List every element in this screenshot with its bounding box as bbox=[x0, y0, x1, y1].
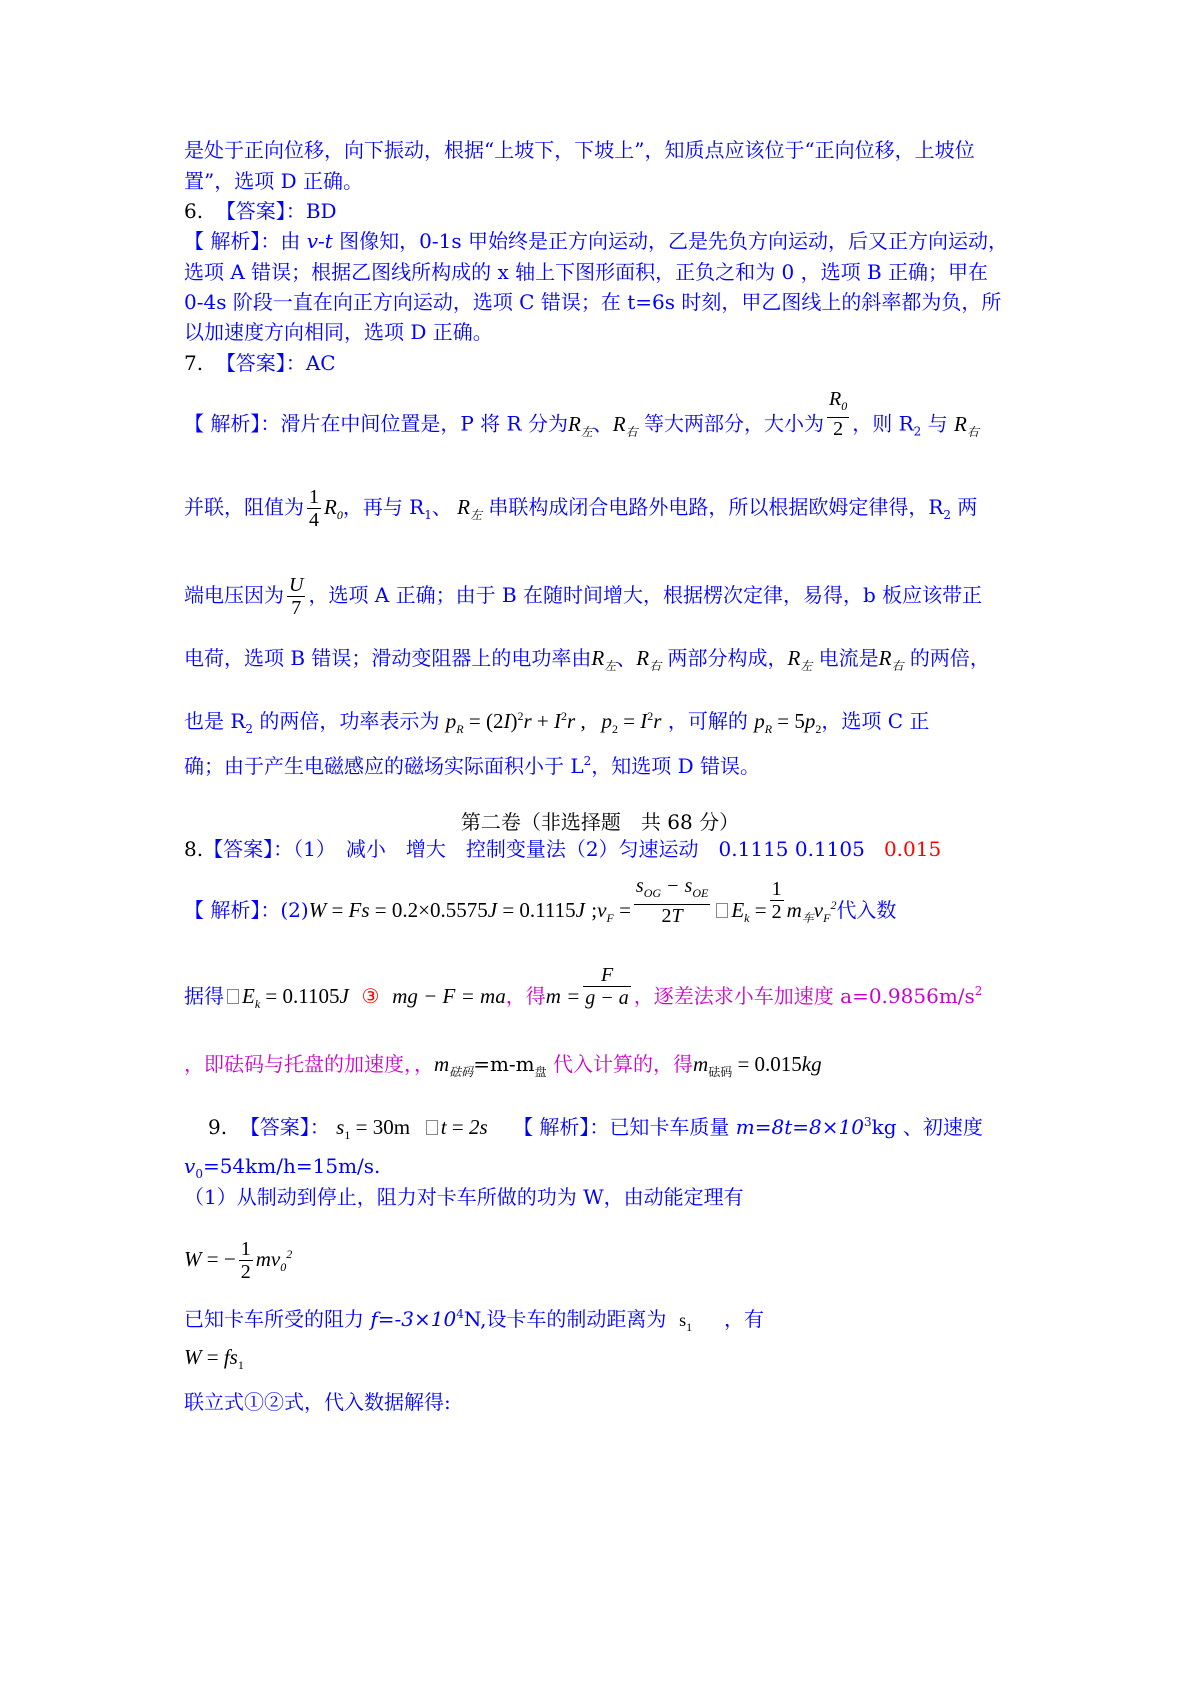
answer-value: （1） 减小 增大 控制变量法（2）匀速运动 0.1115 0.1105 bbox=[293, 837, 865, 861]
math-power-result: $p_R = 5p_2$ bbox=[754, 709, 822, 736]
math-r-left: $R_左$ bbox=[451, 495, 482, 522]
text: ，知选项 D 错误。 bbox=[591, 754, 761, 778]
math-w-formula: W = − bbox=[184, 1247, 236, 1271]
text: 确；由于产生电磁感应的磁场实际面积小于 L bbox=[184, 754, 584, 778]
mass-value: m=8t=8×10 bbox=[735, 1115, 864, 1139]
analysis-6-line: 以加速度方向相同，选项 D 正确。 bbox=[184, 320, 493, 344]
math-r-left: $R_左$ bbox=[567, 411, 593, 439]
text: 的两倍，功率表示为 bbox=[253, 709, 440, 733]
question-number: 8. bbox=[184, 837, 204, 861]
text: 、 bbox=[592, 411, 613, 436]
math-ek-formula: $E_k$ = bbox=[731, 898, 767, 925]
math-r-right: $R_右$ bbox=[612, 411, 638, 439]
analysis-label: 【 解析】： bbox=[184, 411, 281, 436]
text: 代入计算的，得 bbox=[546, 1052, 694, 1076]
text: ，得 bbox=[505, 984, 546, 1008]
vt-symbol: v-t bbox=[306, 229, 333, 253]
text: 等大两部分，大小为 bbox=[637, 411, 824, 436]
analysis-9-line: 联立式①②式，代入数据解得: bbox=[184, 1390, 451, 1414]
text-line: 是处于正向位移，向下振动，根据“上坡下，下坡上”，知质点应该位于“正向位移，上坡位 bbox=[184, 138, 975, 162]
text: 并联，阻值为 bbox=[184, 495, 304, 519]
answer-label: 【答案】： bbox=[215, 199, 306, 223]
answer-6 bbox=[184, 198, 337, 224]
analysis-label: 【 解析】： bbox=[184, 898, 281, 922]
text: 也是 R bbox=[184, 709, 246, 733]
text: 代入数 bbox=[836, 898, 897, 922]
math-w-fs-formula: $W = fs_1$ bbox=[184, 1345, 244, 1372]
analysis-7-line: 并联，阻值为 $\frac{1}{4}$ $R_0$，再与 $R_1$、 $R_左$ 串联构成闭合电路外电路，所以根据欧姆定律得，$R_2$ 两 bbox=[184, 486, 978, 531]
fraction-velocity: $\frac{s_{OG} - s_{OE}}{2T}$ bbox=[635, 874, 709, 927]
analysis-9-line: （1）从制动到停止，阻力对卡车所做的功为 W，由动能定理有 bbox=[184, 1185, 744, 1209]
text: 电荷，选项 B 错误；滑动变阻器上的电功率由 bbox=[184, 646, 592, 670]
text: 端电压因为 bbox=[184, 583, 284, 607]
math-ek-value: $E_k = 0.1105J$ bbox=[242, 984, 349, 1011]
analysis-6-line: 0-4s 阶段一直在向正方向运动，选项 C 错误；在 t=6s 时刻，甲乙图线上的斜率都为负，所 bbox=[184, 290, 1002, 314]
text: 、 bbox=[431, 495, 452, 519]
math-mv2: $m_车v_F^2$ bbox=[786, 898, 837, 925]
math-r-right: $R_右$ bbox=[954, 411, 979, 439]
answer-label: 【答案】： bbox=[203, 837, 294, 861]
question-number: 9. bbox=[208, 1115, 228, 1139]
text: N,设卡车的制动距离为 bbox=[463, 1307, 673, 1331]
analysis-8-line: ，即砝码与托盘的加速度，，$m_{砝码}=m-m_盘$ 代入计算的，得$m_{砝码} = 0.015kg$ bbox=[184, 1052, 822, 1079]
analysis-9-line: $v_0=54km/h=15m/s$. bbox=[184, 1154, 381, 1181]
text: (2) bbox=[280, 898, 309, 922]
math-r-right: $R_右$ bbox=[636, 646, 662, 673]
text: =m-m bbox=[473, 1052, 535, 1076]
math-newton-formula: mg − F = ma bbox=[392, 984, 506, 1008]
fraction-1-2: $\frac{1}{2}$ bbox=[771, 878, 782, 923]
missing-glyph-icon bbox=[426, 1120, 438, 1135]
text: 图像知，0-1s 甲始终是正方向运动，乙是先负方向运动，后又正方向运动， bbox=[332, 229, 1008, 253]
analysis-9-line: 已知卡车所受的阻力 $f=-3\times 10^4N$,设卡车的制动距离为 $s_1$ ，有 bbox=[184, 1307, 764, 1334]
math-r-right: $R_右$ bbox=[878, 646, 904, 673]
analysis-7-line bbox=[184, 574, 982, 619]
text: 与 bbox=[921, 411, 954, 436]
fraction-u-7: $\frac{U}{7}$ bbox=[289, 574, 304, 619]
math-m-weights: $m_{砝码}$ bbox=[434, 1052, 474, 1079]
math-m: m = bbox=[545, 984, 581, 1008]
text-line: 置”，选项 D 正确。 bbox=[184, 169, 363, 193]
math-s1: $s_1$ bbox=[679, 1310, 693, 1334]
text: 据得 bbox=[184, 984, 224, 1008]
v0-symbol: v bbox=[184, 1154, 196, 1178]
text: ，即砝码与托盘的加速度，， bbox=[184, 1052, 434, 1076]
analysis-label: 【 解析】： bbox=[513, 1115, 610, 1139]
text: 串联构成闭合电路外电路，所以根据欧姆定律得，R bbox=[481, 495, 944, 519]
missing-glyph-icon bbox=[227, 989, 239, 1004]
analysis-7-line: 确；由于产生电磁感应的磁场实际面积小于 $L^2$，知选项 D 错误。 bbox=[184, 754, 761, 778]
text: 、 bbox=[616, 646, 637, 670]
answer-label: 【答案】： bbox=[215, 351, 306, 375]
answer-value: BD bbox=[305, 199, 337, 223]
analysis-7-line: 【 解析】：滑片在中间位置是，P 将 R 分为$R_左$、$R_右$ 等大两部分，大小为 $\frac{R_0}{2}$ ，则 $R_2$ 与 $R_右$ bbox=[184, 388, 979, 440]
section-heading: 第二卷（非选择题 共 68 分） bbox=[460, 810, 740, 834]
math-work-kinetic bbox=[184, 1238, 292, 1283]
analysis-label: 【 解析】： bbox=[184, 229, 281, 253]
answer-8 bbox=[184, 836, 941, 862]
question-number: 7. bbox=[184, 351, 204, 375]
text: ，选项 C 正 bbox=[821, 709, 930, 733]
math-s1: $s_1 = 30m$ bbox=[336, 1115, 411, 1142]
analysis-8-line bbox=[184, 874, 897, 931]
text: 滑片在中间位置是，P 将 R 分为 bbox=[280, 411, 568, 436]
analysis-8-line: 据得 $E_k = 0.1105J$ ③ mg − F = ma，得m = $\frac{F}{g - a}$ ，逐差法求小车加速度 $a=0.9856m/s^2$ bbox=[184, 964, 983, 1011]
answer-label: 【答案】： bbox=[239, 1115, 330, 1139]
text: 由 bbox=[280, 229, 307, 253]
analysis-6-line: 选项 A 错误；根据乙图线所构成的 x 轴上下图形面积，正负之和为 0 ，选项 B 正确；甲在 bbox=[184, 260, 989, 284]
fraction-1-4: $\frac{1}{4}$ bbox=[309, 486, 319, 531]
fraction-1-2: $\frac{1}{2}$ bbox=[240, 1238, 251, 1283]
text: kg 、初速度 bbox=[871, 1115, 983, 1139]
text: 已知卡车所受的阻力 bbox=[184, 1307, 371, 1331]
text: ，选项 A 正确；由于 B 在随时间增大，根据楞次定律，易得，b 板应该带正 bbox=[308, 583, 983, 607]
answer-9: 9. 【答案】： $s_1 = 30m$ t = 2s 【 解析】：已知卡车质量 $m=8t=8\times 10^3kg$ 、初速度 bbox=[208, 1115, 983, 1142]
text: 已知卡车质量 bbox=[609, 1115, 736, 1139]
text: =54km/h=15m/s. bbox=[202, 1154, 381, 1178]
math-t: t = 2s bbox=[440, 1115, 488, 1139]
text: ，再与 R bbox=[342, 495, 425, 519]
answer-7 bbox=[184, 350, 336, 376]
text: ，可解的 bbox=[667, 709, 748, 733]
fraction-r0-2: $\frac{R_0}{2}$ bbox=[829, 388, 848, 440]
math-mv0: $mv_0^2$ bbox=[255, 1247, 293, 1274]
force-value: f=-3×10 bbox=[370, 1307, 457, 1331]
analysis-7-line bbox=[184, 645, 990, 679]
math-r-left: $R_左$ bbox=[787, 646, 813, 673]
math-work-formula: W = Fs = 0.2×0.5575J = 0.1115J bbox=[308, 898, 585, 922]
question-number: 6. bbox=[184, 199, 204, 223]
text: 电流是 bbox=[812, 646, 879, 670]
text: ，逐差法求小车加速度 a=0.9856m/s bbox=[633, 984, 975, 1008]
answer-value: AC bbox=[305, 351, 336, 375]
text: ，则 R bbox=[852, 411, 914, 436]
missing-glyph-icon bbox=[716, 903, 728, 918]
math-m-result: $m_{砝码} = 0.015kg$ bbox=[693, 1052, 822, 1079]
math-w-fs bbox=[184, 1344, 244, 1378]
answer-value-red: 0.015 bbox=[883, 837, 942, 861]
analysis-7-line: 也是 $R_2$ 的两倍，功率表示为 $p_R = (2I)^2r + I^2r$ , $p_2 = I^2r$ ，可解的 $p_R = 5p_2$，选项 C 正 bbox=[184, 709, 930, 736]
math-r-left: $R_左$ bbox=[591, 646, 617, 673]
text: 的两倍， bbox=[903, 646, 990, 670]
math-power-formula: $p_R = (2I)^2r + I^2r$ , $p_2 = I^2r$ bbox=[445, 709, 662, 736]
fraction-f-ga: $\frac{F}{g - a}$ bbox=[585, 964, 629, 1009]
math-r0: $R_0$ bbox=[324, 495, 343, 522]
math-velocity-formula: $;v_F$ = bbox=[591, 898, 631, 925]
text: 两部分构成， bbox=[661, 646, 788, 670]
circled-number: ③ bbox=[361, 984, 380, 1008]
text: ，有 bbox=[723, 1307, 764, 1331]
text: 两 bbox=[951, 495, 978, 519]
analysis-6-line bbox=[184, 228, 1008, 254]
